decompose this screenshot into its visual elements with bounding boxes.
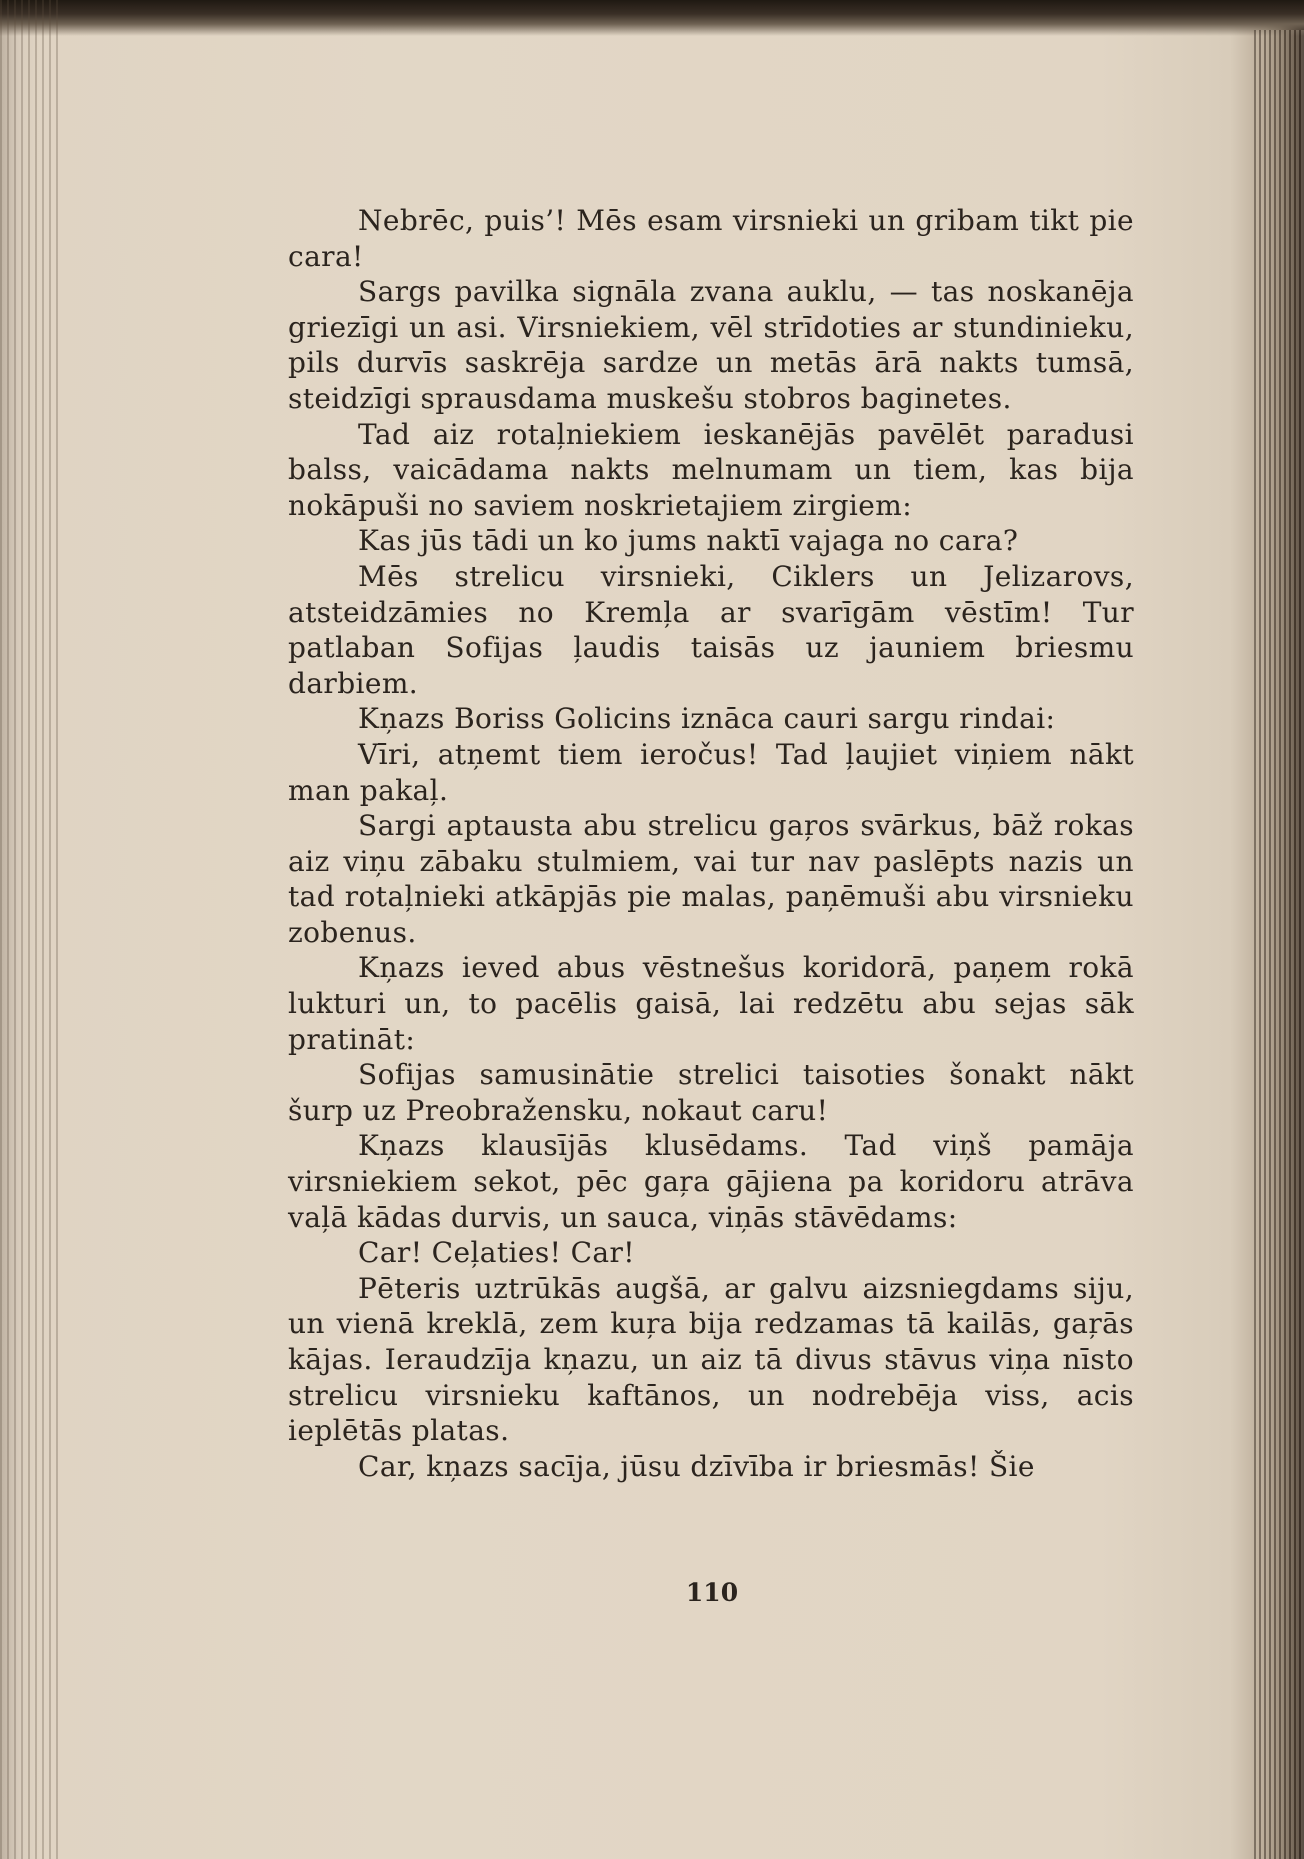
page-number: 110: [685, 1578, 739, 1607]
paragraph: Kņazs ieved abus vēstnešus koridorā, paņem rokā lukturi un, to pacēlis gaisā, lai redzētu abu sejas sāk pratināt:: [288, 951, 1134, 1056]
paragraph: Tad aiz rotaļniekiem ieskanējās pavēlēt paradusi balss, vaicādama nakts melnumam un tiem, kas bija nokāpuši no saviem noskrietajiem zirgiem:: [288, 417, 1134, 522]
paragraph: Kņazs klausījās klusēdams. Tad viņš pamāja virsniekiem sekot, pēc gaŗa gājiena pa koridoru atrāva vaļā kādas durvis, un sauca, viņās stāvēdams:: [288, 1129, 1134, 1234]
page-top-shadow: [0, 0, 1304, 36]
paragraph: Car, kņazs sacīja, jūsu dzīvība ir briesmās! Šie: [358, 1449, 1035, 1483]
paragraph: Pēteris uztrūkās augšā, ar galvu aizsniegdams siju, un vienā kreklā, zem kuŗa bija redzamas tā kailās, gaŗās kājas. Ieraudzīja kņazu, un aiz tā divus stāvus viņa nīsto strelicu virsnieku kaftānos, un nodrebēja viss, acis ieplētās platas.: [288, 1271, 1134, 1448]
paragraph: Vīri, atņemt tiem ieročus! Tad ļaujiet viņiem nākt man pakaļ.: [288, 737, 1134, 807]
body-text: [288, 203, 1134, 1484]
paragraph: Sargs pavilka signāla zvana auklu, — tas noskanēja griezīgi un asi. Virsniekiem, vēl strīdoties ar stundinieku, pils durvīs saskrēja sardze un metās ārā nakts tumsā, steidzīgi sprausdama muskešu stobros baginetes.: [288, 275, 1134, 415]
paragraph: Mēs strelicu virsnieki, Ciklers un Jelizarovs, atsteidzāmies no Kremļa ar svarīgām vēstīm! Tur patlaban Sofijas ļaudis taisās uz jauniem briesmu darbiem.: [288, 559, 1134, 700]
paragraph: Kņazs Boriss Golicins iznāca cauri sargu rindai:: [358, 702, 1056, 736]
paragraph: Nebrēc, puis’! Mēs esam virsnieki un gribam tikt pie cara!: [288, 204, 1134, 273]
paragraph: Kas jūs tādi un ko jums naktī vajaga no cara?: [358, 524, 1019, 558]
paragraph: Car! Ceļaties! Car!: [358, 1236, 635, 1270]
paragraph: Sofijas samusinātie strelici taisoties šonakt nākt šurp uz Preobražensku, nokaut caru!: [288, 1058, 1134, 1127]
paragraph: Sargi aptausta abu strelicu gaŗos svārkus, bāž rokas aiz viņu zābaku stulmiem, vai tur nav paslēpts nazis un tad rotaļnieki atkāpjās pie malas, paņēmuši abu virsnieku zobenus.: [288, 809, 1134, 949]
